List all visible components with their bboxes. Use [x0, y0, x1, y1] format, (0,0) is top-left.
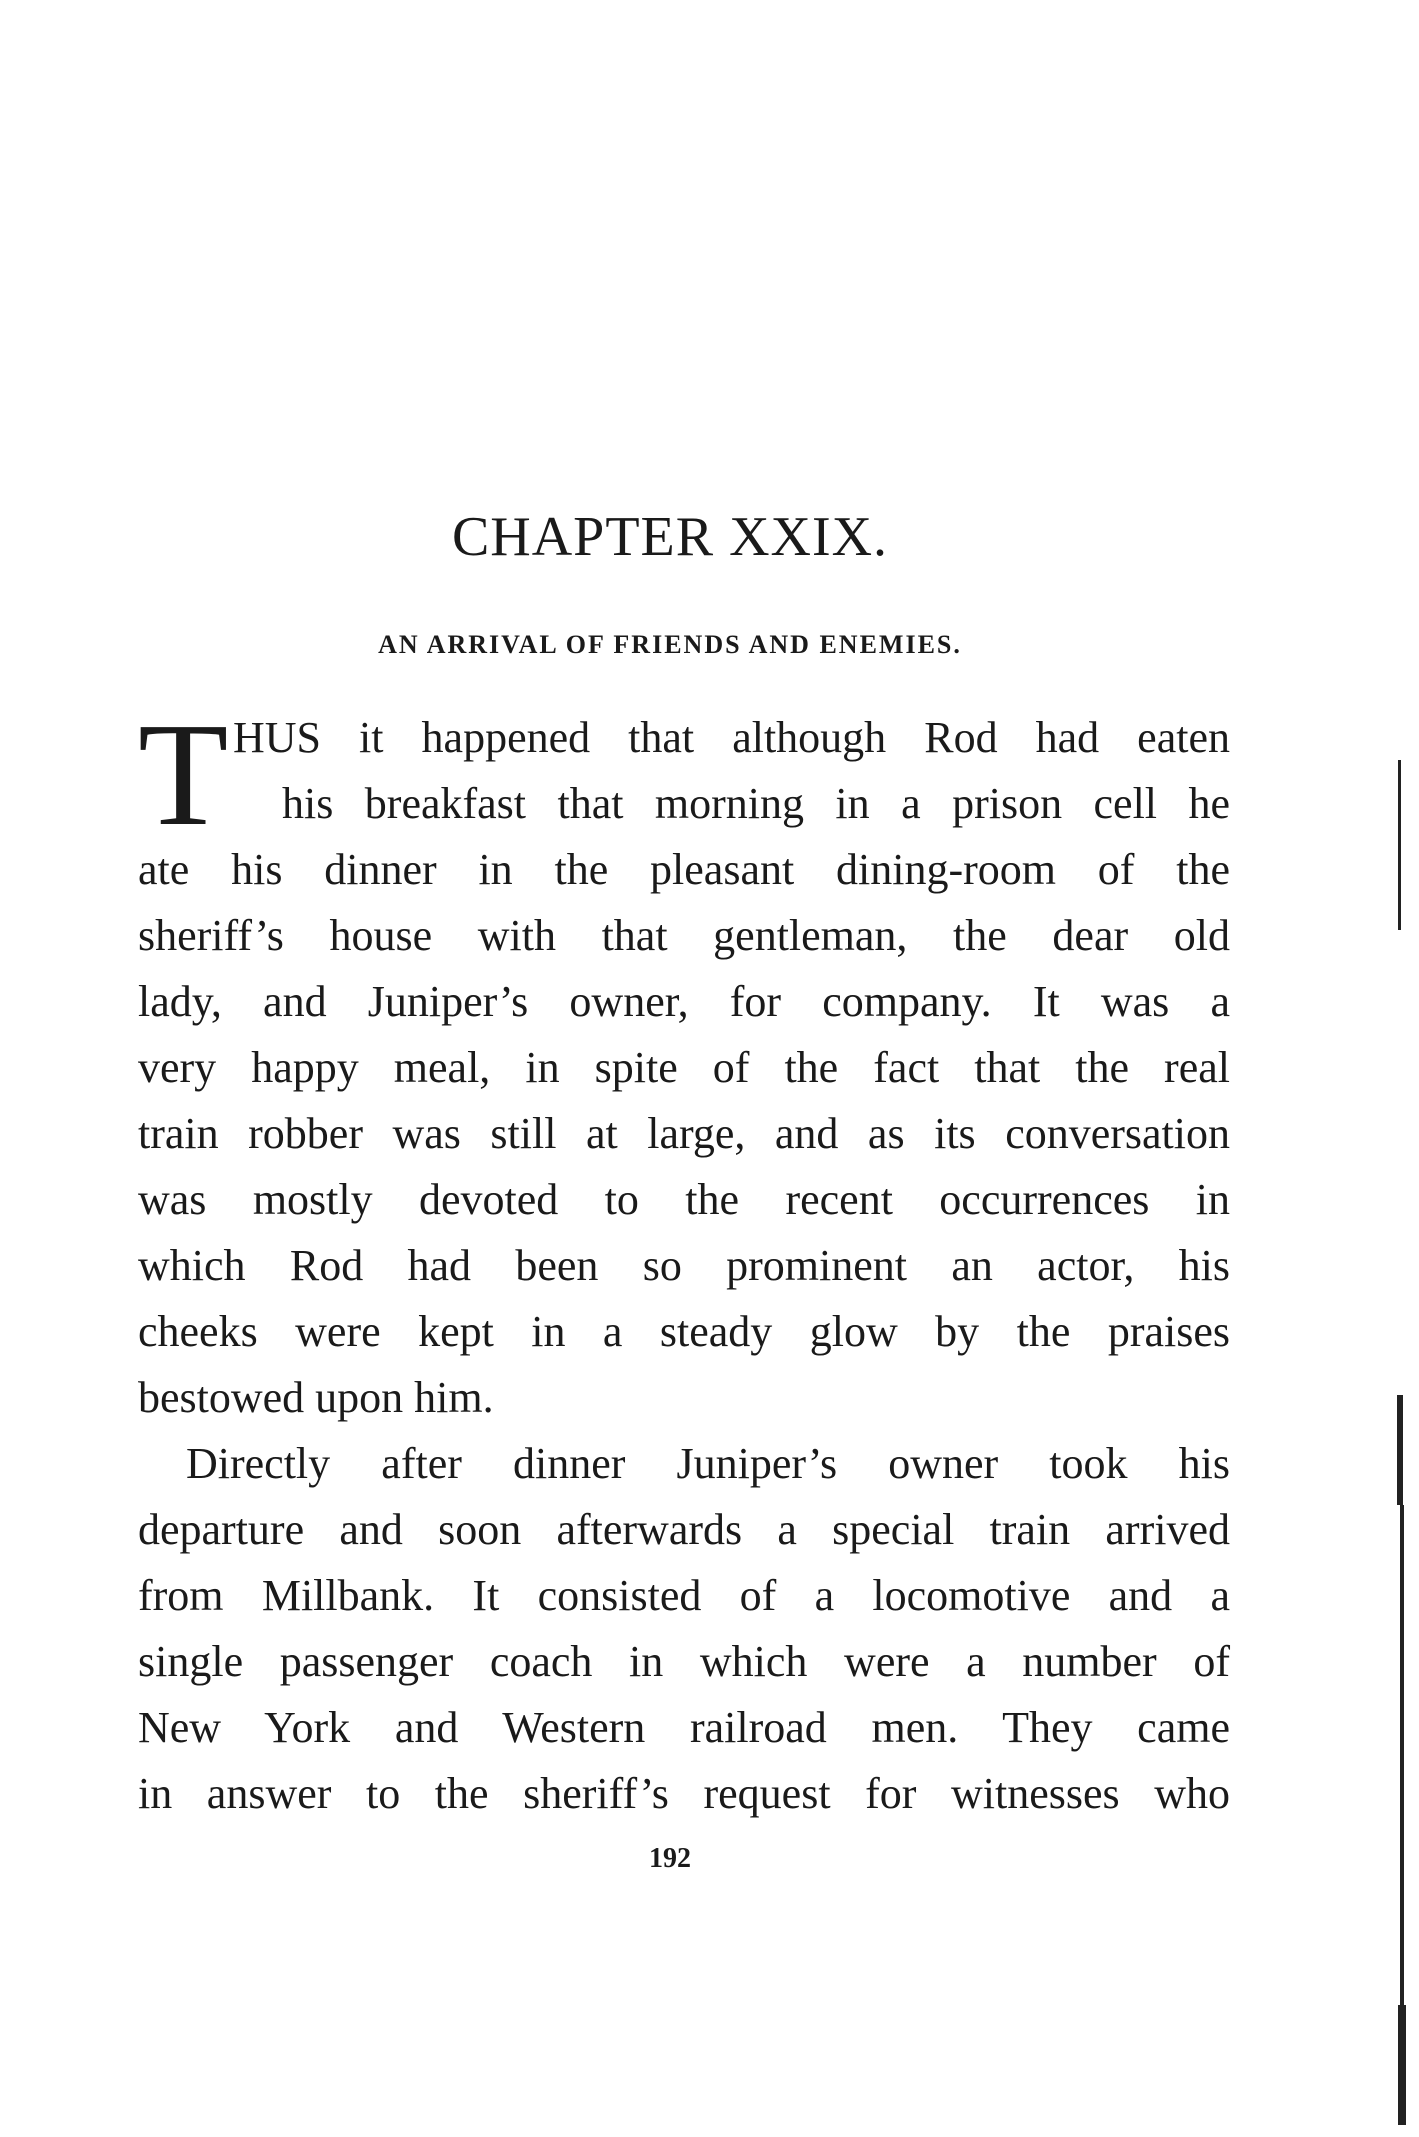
text-line: ate his dinner in the pleasant dining-room of the	[138, 845, 1230, 894]
text-line: lady, and Juniper’s owner, for company. It was a	[138, 977, 1230, 1026]
text-line: was mostly devoted to the recent occurrences in	[138, 1175, 1230, 1224]
text-line: departure and soon afterwards a special train arrived	[138, 1505, 1230, 1554]
text-line: Directly after dinner Juniper’s owner took his	[186, 1439, 1230, 1488]
page-edge-mark	[1398, 760, 1401, 930]
page-edge-mark	[1398, 2005, 1406, 2125]
text-line: from Millbank. It consisted of a locomotive and a	[138, 1571, 1230, 1620]
chapter-title: CHAPTER XXIX.	[451, 506, 889, 568]
text-line: cheeks were kept in a steady glow by the praises	[138, 1307, 1230, 1356]
text-line: New York and Western railroad men. They came	[138, 1703, 1230, 1752]
drop-cap: T	[138, 693, 229, 857]
chapter-subtitle: AN ARRIVAL OF FRIENDS AND ENEMIES.	[378, 630, 962, 659]
text-line: train robber was still at large, and as its conversation	[138, 1109, 1230, 1158]
text-line: his breakfast that morning in a prison cell he	[282, 779, 1230, 828]
page-edge-mark	[1400, 1505, 1404, 2005]
text-line: which Rod had been so prominent an actor, his	[138, 1241, 1230, 1290]
body-text	[138, 693, 1230, 1827]
text-line: very happy meal, in spite of the fact that the real	[138, 1043, 1230, 1092]
text-line: bestowed upon him.	[138, 1373, 494, 1422]
text-line: in answer to the sheriff’s request for witnesses who	[138, 1769, 1230, 1818]
text-line: sheriff’s house with that gentleman, the dear old	[138, 911, 1230, 960]
text-line: single passenger coach in which were a number of	[138, 1637, 1230, 1686]
page-number: 192	[649, 1843, 691, 1874]
text-line: HUS it happened that although Rod had eaten	[233, 713, 1230, 762]
page-edge-mark	[1397, 1395, 1403, 1505]
